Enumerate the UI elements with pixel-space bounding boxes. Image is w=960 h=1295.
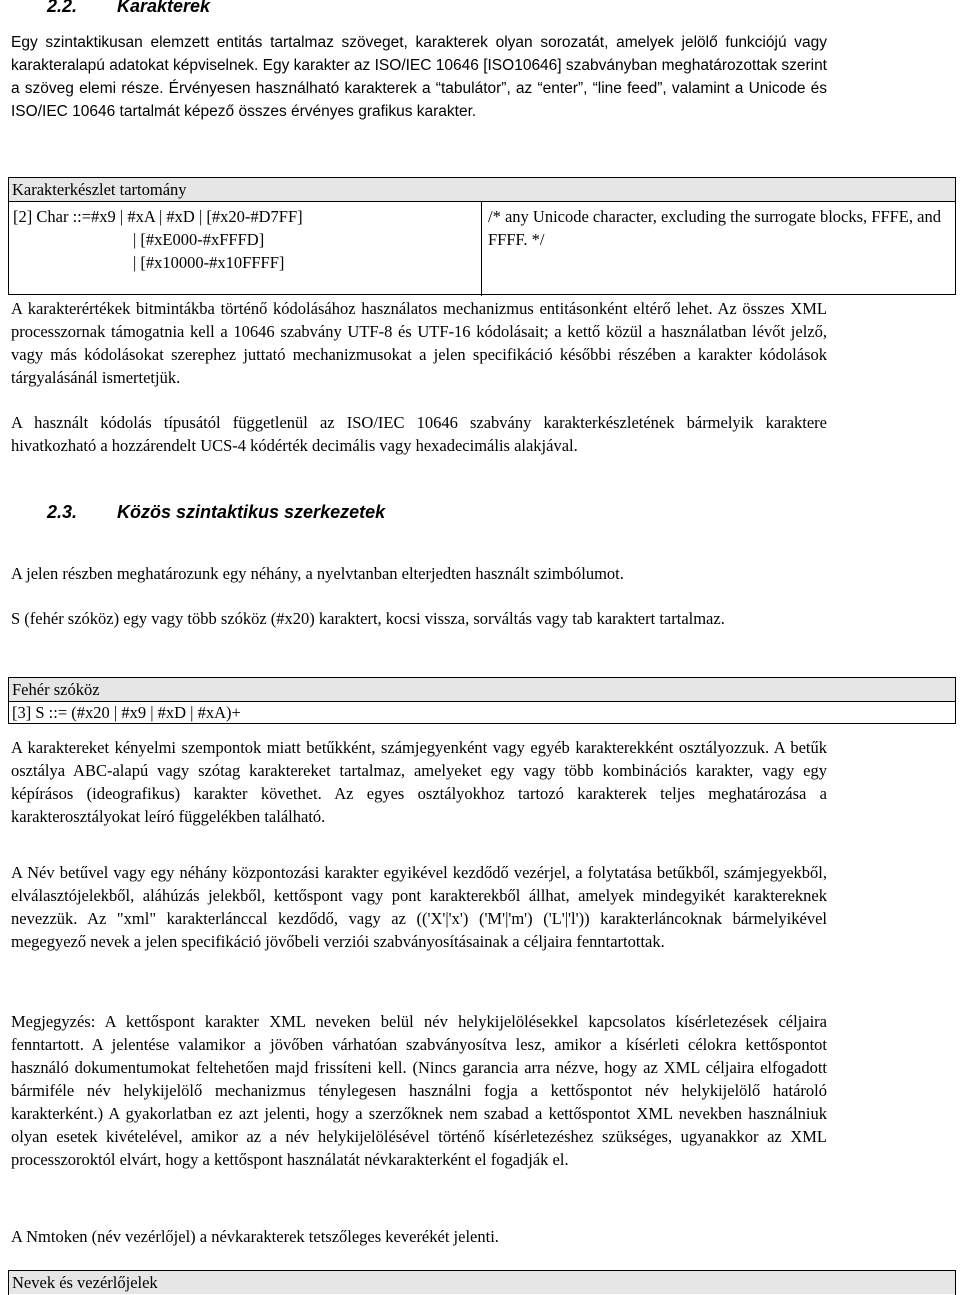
grammar-box-title: Karakterkészlet tartomány (9, 178, 955, 202)
encoding-paragraph: A karakterértékek bitmintákba történő kódolásához használatos mechanizmus entitásonként eltérő lehet. Az összes XML processzornak támogatnia kell a 10646 szabvány UTF-8 és UTF-16 kódolásait; a kettő közül a használatban lévőt jelző, vagy más kódolásokat szerephez juttató mechanizmusokat a jelen specifikáció későbbi részében a karakter kódolások tárgyalásánál ismertetjük. (11, 299, 827, 387)
grammar-box-title: Nevek és vezérlőjelek (9, 1271, 955, 1294)
char-range-grammar-box (8, 177, 956, 295)
grammar-box-title: Fehér szóköz (9, 678, 955, 702)
whitespace-grammar-box (8, 677, 956, 724)
section-number: 2.2. (47, 0, 78, 16)
rule-line: | [#x10000-#x10FFFF] (133, 253, 285, 272)
intro-paragraph: Egy szintaktikusan elemzett entitás tartalmaz szöveget, karakterek olyan sorozatát, amelyek jelölő funkciójú vagy karakteralapú adatokat képviselnek. Egy karakter az ISO/IEC 10646 [ISO10646] szabványban meghatározottak szerint a szöveg elemi része. Érvényesen használható karakterek a “tabulátor”, az “enter”, “line feed”, valamint a Unicode és ISO/IEC 10646 tartalmát képező összes érvényes grafikus karakter. (11, 34, 827, 120)
section-heading-2-3 (47, 502, 385, 523)
colon-note-paragraph: Megjegyzés: A kettőspont karakter XML neveken belül név helykijelölésekkel kapcsolatos kísérletezések céljaira fenntartott. A jelentése valamikor a jövőben várhatóan szabványosítva lesz, amikor a kísérleti célokra kettőspontot használó dokumentumokat feltehetően majd frissíteni kell. (Nincs garancia arra nézve, hogy az XML céljaira elfogadott bármiféle név helykijelölő mechanizmus ténylegesen használni fogja a kettőspontot név helykijelölő határoló karakterként.) A gyakorlatban ez azt jelenti, hogy a szerzőknek nem szabad a kettőspontot XML nevekben használniuk olyan esetek kivételével, amikor az a név helykijelölésével történő kísérletezéshez szükséges, ugyanakkor az XML processzoroktól elvárt, hogy a kettőspont használatát névkarakterként el fogadják el. (11, 1012, 827, 1169)
section-heading-2-2 (47, 0, 210, 17)
section-title: Karakterek (117, 0, 211, 16)
rule-line: | [#xE000-#xFFFD] (133, 230, 265, 249)
names-grammar-box (8, 1270, 956, 1295)
section-title: Közös szintaktikus szerkezetek (117, 502, 386, 522)
character-classes-paragraph: A karaktereket kényelmi szempontok miatt betűkként, számjegyenként vagy egyéb karakterekként osztályozzuk. A betűk osztálya ABC-alapú vagy szótag karaktereket tartalmaz, amelyeket egy vagy több kombinációs karakter, vagy egy képírásos (ideografikus) karakter követhet. Az egyes osztályokhoz tartozó karakterek teljes meghatározása a karakterosztályokat leíró függelékben található. (11, 738, 827, 826)
rule-line: [2] Char ::=#x9 | #xA | #xD | [#x20-#D7FF] (13, 207, 303, 226)
symbols-paragraph: A jelen részben meghatározunk egy néhány, a nyelvtanban elterjedten használt szimbólumot. (11, 564, 624, 583)
rule-comment: /* any Unicode character, excluding the surrogate blocks, FFFE, and FFFF. */ (481, 202, 955, 296)
ucs4-paragraph: A használt kódolás típusától függetlenül az ISO/IEC 10646 szabvány karakterkészletének bármelyik karaktere hivatkozható a hozzárendelt UCS-4 kódérték decimális vagy hexadecimális alakjával. (11, 413, 827, 455)
whitespace-definition-paragraph: S (fehér szóköz) egy vagy több szóköz (#x20) karaktert, kocsi vissza, sorváltás vagy tab karaktert tartalmaz. (11, 609, 725, 628)
char-production-rule (9, 202, 481, 296)
nmtoken-paragraph: A Nmtoken (név vezérlőjel) a névkarakterek tetszőleges keverékét jelenti. (11, 1227, 499, 1246)
name-paragraph: A Név betűvel vagy egy néhány központozási karakter egyikével kezdődő vezérjel, a folytatása betűkből, számjegyekből, elválasztójelekből, aláhúzás jelekből, kettőspont vagy pont karakterekből állhat, amelyek mindegyikét karaktereknek nevezzük. Az "xml" karakterlánccal kezdődő, vagy az (('X'|'x') ('M'|'m') ('L'|'l')) karakterláncoknak bármelyikével megegyező nevek a jelen specifikáció jövőbeli verziói szabványosításainak a céljaira fenntartottak. (11, 863, 827, 951)
section-number: 2.3. (47, 502, 78, 522)
whitespace-production-rule: [3] S ::= (#x20 | #x9 | #xD | #xA)+ (12, 703, 241, 722)
